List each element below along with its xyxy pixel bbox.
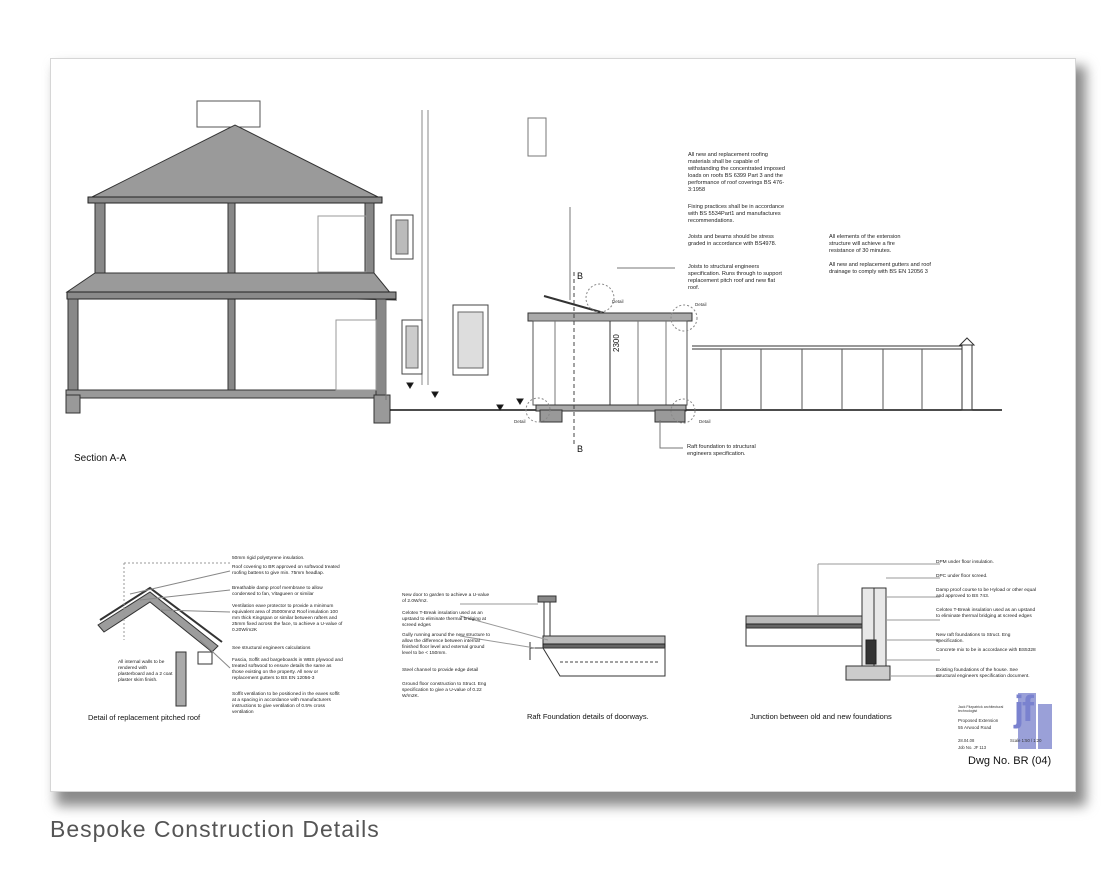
- roof-note: 50mm rigid polystyrene insulation.: [232, 556, 305, 561]
- raft-detail-note: Ground floor construction to Struct. Eng specification to give a U-value of 0.22 W/m2K.: [402, 682, 487, 699]
- detail-tag: Detail: [699, 419, 711, 424]
- drawing-number: Dwg No. BR (04): [968, 755, 1052, 767]
- project-name: Proposed Extension: [958, 718, 999, 723]
- junction-note: New raft foundations to Struct. Eng specification.: [936, 633, 1011, 644]
- detail-tag: Detail: [612, 299, 624, 304]
- roof-note: Soffit ventilation to be positioned in the eaves soffit at a spacing in accordance with manufacturers instructions to give ventilation of 0.5% cross ventilation: [232, 692, 340, 715]
- raft-detail-note: Steel channel to provide edge detail: [402, 668, 479, 673]
- section-title: Section A-A: [74, 453, 127, 464]
- section-marker-top: B: [577, 271, 584, 281]
- detail-tag: Detail: [695, 302, 707, 307]
- spec-note: Joists to structural engineers specification. Runs through to support replacement pitch roof and new flat roof.: [688, 264, 782, 291]
- raft-detail-note: New door to garden to achieve a U-value of 2.0W/m2.: [402, 593, 490, 604]
- junction-detail-drawing: [746, 564, 940, 680]
- roof-detail-caption: Detail of replacement pitched roof: [88, 713, 201, 722]
- spec-note: All new and replacement roofing materials shall be capable of withstanding the concentrated imposed loads on roofs BS 6399 Part 3 and the performance of roof coverings BS 476-3:1958: [688, 152, 786, 193]
- height-dimension: 2300: [612, 334, 621, 352]
- footer-caption: Bespoke Construction Details: [50, 816, 380, 842]
- roof-note: Breathable damp proof membrane to allow condensed to fan, Vitagueen or similar: [232, 586, 323, 597]
- roof-note: Ventilation eave protector to provide a minimum equivalent area of 25000mm2 Roof insulation 100 mm thick Kingspan or similar between rafters and 25mm fixed across the face, to achieve a U-value of 0.20W/m2K: [232, 604, 343, 633]
- fire-note: All elements of the extension structure will achieve a fire resistance of 30 minutes.: [829, 234, 901, 254]
- project-address: 55 Arwood Road: [958, 725, 992, 730]
- raft-detail-caption: Raft Foundation details of doorways.: [527, 712, 649, 721]
- junction-note: Existing foundations of the house. See structural engineers specification document.: [936, 668, 1030, 679]
- section-marker-bottom: B: [577, 444, 584, 454]
- junction-note: DPM under floor insulation.: [936, 560, 994, 565]
- drawing-scale: Scale 1:50 / 1:20: [1010, 738, 1042, 743]
- detail-tag: Detail: [514, 419, 526, 424]
- junction-detail-caption: Junction between old and new foundations: [750, 712, 892, 721]
- roof-side-note: All internal walls to be rendered with plasterboard and a 2 coat plaster skim finish.: [118, 660, 173, 683]
- spec-note: Joists and beams should be stress graded in accordance with BS4978.: [688, 234, 777, 247]
- gutter-note: All new and replacement gutters and roof drainage to comply with BS EN 12056 3: [829, 262, 931, 275]
- drawing-date: 28.04.08: [958, 738, 975, 743]
- roof-detail-drawing: [98, 563, 230, 706]
- job-number: Job No. JF 113: [958, 745, 987, 750]
- raft-detail-note: Celotex T-Break insulation used as an upstand to eliminate thermal bridging at screed edges: [402, 611, 486, 628]
- roof-note: Fascia, Soffit and bargeboards in WBS plywood and treated softwood to ensure details the same as those existing on the property. All new or replacement gutters to BS EN 12056-3: [232, 658, 343, 681]
- junction-note: Concrete mix to be in accordance with BS5328: [936, 648, 1036, 653]
- junction-note: Celotex T-Break insulation used as an upstand to eliminate thermal bridging at screed edges: [936, 608, 1036, 619]
- firm-logo: jf: [1014, 688, 1032, 729]
- raft-note: Raft foundation to structural engineers specification.: [687, 444, 756, 457]
- spec-note: Fixing practices shall be in accordance with BS 5534Part1 and manufactures recommendations.: [688, 204, 785, 224]
- firm-name: Jack Fitzpatrick architectural technologist: [958, 705, 1004, 713]
- junction-note: DPC under floor screed.: [936, 574, 988, 579]
- raft-detail-note: Gully running around the new structure to allow the difference between internal finished floor level and external ground level to be < 150mm.: [402, 633, 490, 656]
- roof-note: Roof covering to BR approved on softwood treated roofing battens to give min. 75mm headlap.: [232, 565, 340, 576]
- junction-note: Damp proof course to be Hyload or other equal and approved to BS 743.: [936, 588, 1036, 599]
- roof-note: See structural engineers calculations: [232, 646, 311, 651]
